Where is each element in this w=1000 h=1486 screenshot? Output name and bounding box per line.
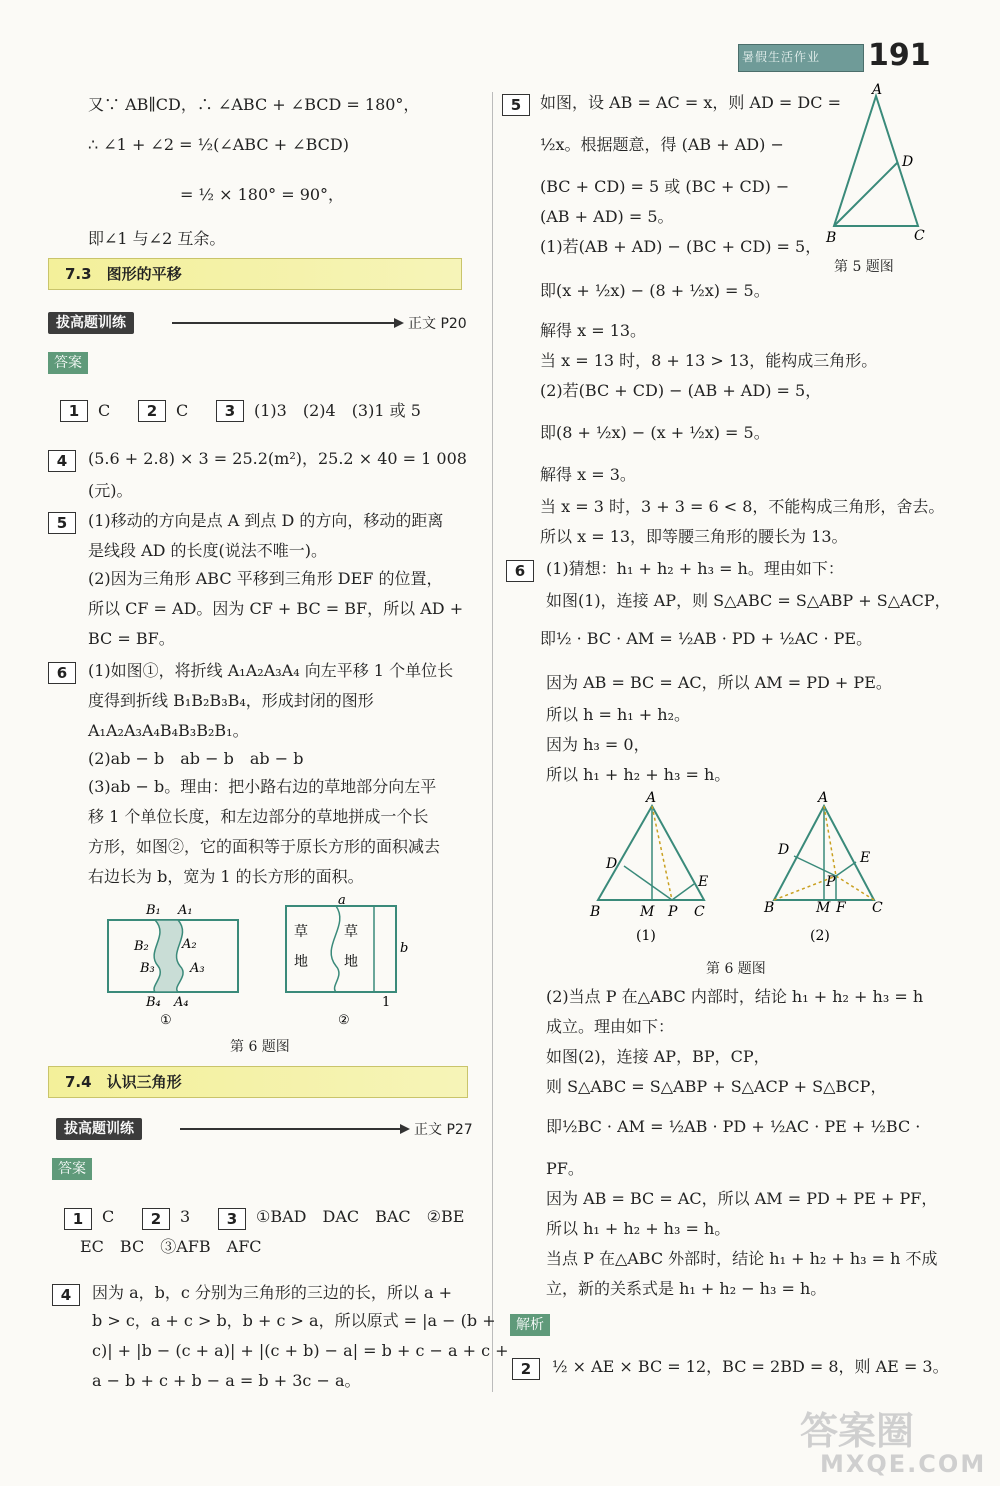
arrow-line xyxy=(172,322,394,324)
label-a: a xyxy=(338,896,346,908)
answer-line: 所以 x = 13，即等腰三角形的腰长为 13。 xyxy=(540,527,848,546)
question-number: 3 xyxy=(216,400,244,422)
answer-line: 即(8 + ½x) − (x + ½x) = 5。 xyxy=(540,423,770,442)
segment-pe-2 xyxy=(836,862,856,876)
answer-line: 即½BC · AM = ½AB · PD + ½AC · PE + ½BC · xyxy=(546,1117,921,1136)
answer-line: 当 x = 3 时，3 + 3 = 6 < 8，不能构成三角形，舍去。 xyxy=(540,497,945,516)
label-A1: A₁ xyxy=(178,903,193,918)
answer-line: 右边长为 b，宽为 1 的长方形的面积。 xyxy=(88,867,364,886)
label-grass-3: 草 xyxy=(344,924,358,940)
label-B: B xyxy=(826,230,837,246)
label-1: 1 xyxy=(382,995,391,1010)
answer-line: (1)猜想：h₁ + h₂ + h₃ = h。理由如下： xyxy=(546,559,844,578)
question-number: 6 xyxy=(506,560,534,582)
label-B: B xyxy=(590,904,601,920)
label-A: A xyxy=(646,790,657,806)
answer-line: BC = BF。 xyxy=(88,629,175,648)
practice-tag: 拔高题训练 xyxy=(48,312,134,334)
answer-line: EC BC ③AFB AFC xyxy=(80,1237,262,1256)
figure-6-right xyxy=(584,790,904,950)
figure-6-caption: 第 6 题图 xyxy=(706,961,766,977)
answer-line: 度得到折线 B₁B₂B₃B₄，形成封闭的图形 xyxy=(88,691,374,710)
question-number: 5 xyxy=(502,94,530,116)
answer-line: 因为 a，b，c 分别为三角形的三边的长，所以 a + xyxy=(92,1283,453,1302)
fig2-path xyxy=(331,906,340,992)
label-B2: B₂ xyxy=(134,939,149,954)
question-number: 1 xyxy=(60,400,88,422)
answer-line: (2)若(BC + CD) − (AB + AD) = 5， xyxy=(540,381,822,400)
answer-line: 是线段 AD 的长度(说法不唯一)。 xyxy=(88,541,328,560)
practice-tag: 拔高题训练 xyxy=(56,1118,142,1140)
fig1-path-shape xyxy=(154,920,183,992)
figure-6-left xyxy=(100,896,430,1032)
question-number: 4 xyxy=(48,450,76,472)
answer-line: ½x。根据题意，得 (AB + AD) − xyxy=(540,135,784,154)
label-M: M xyxy=(816,900,831,916)
answer-line: 所以 CF = AD。因为 CF + BC = BF，所以 AD + xyxy=(88,599,464,618)
left-line-2: ∴ ∠1 + ∠2 = ½(∠ABC + ∠BCD) xyxy=(88,135,349,154)
left-line-1: 又∵ AB∥CD，∴ ∠ABC + ∠BCD = 180°， xyxy=(88,95,420,114)
answer-line: (2)ab − b ab − b ab − b xyxy=(88,749,304,768)
watermark-url: MXQE.COM xyxy=(820,1450,987,1478)
analysis-tag: 解析 xyxy=(510,1314,550,1336)
question-number: 2 xyxy=(512,1358,540,1380)
text-reference: 正文 P20 xyxy=(408,316,467,332)
question-number: 2 xyxy=(142,1208,170,1230)
answer-line: a − b + c + b − a = b + 3c − a。 xyxy=(92,1371,361,1390)
answer-line: 因为 h₃ = 0， xyxy=(546,735,650,754)
answer-line: (AB + AD) = 5。 xyxy=(540,207,674,226)
header-label: 暑假生活作业 xyxy=(742,50,821,64)
figure-6-caption: 第 6 题图 xyxy=(230,1039,290,1055)
answer-line: 立，新的关系式是 h₁ + h₂ − h₃ = h。 xyxy=(546,1279,827,1298)
answer-line: 所以 h₁ + h₂ + h₃ = h。 xyxy=(546,765,731,784)
answer-line: 因为 AB = BC = AC，所以 AM = PD + PE + PF， xyxy=(546,1189,938,1208)
label-C: C xyxy=(694,904,705,920)
answer-line: (5.6 + 2.8) × 3 = 25.2(m²)，25.2 × 40 = 1 008 xyxy=(88,449,467,468)
answer-line: (3)ab − b。理由：把小路右边的草地部分向左平 xyxy=(88,777,437,796)
label-P: P xyxy=(668,904,678,920)
label-B1: B₁ xyxy=(146,903,161,918)
answer-value: C xyxy=(98,401,111,420)
arrow-head xyxy=(400,1124,410,1134)
label-B3: B₃ xyxy=(140,961,155,976)
answer-line: 即½ · BC · AM = ½AB · PD + ½AC · PE。 xyxy=(540,629,873,648)
label-b: b xyxy=(400,941,409,956)
answer-line: 移 1 个单位长度，和左边部分的草地拼成一个长 xyxy=(88,807,429,826)
answer-tag: 答案 xyxy=(52,1158,92,1180)
left-line-4: 即∠1 与∠2 互余。 xyxy=(88,229,226,248)
label-D: D xyxy=(606,856,618,872)
answer-line: 成立。理由如下： xyxy=(546,1017,675,1036)
text-reference: 正文 P27 xyxy=(414,1122,473,1138)
answer-value: (1)3 (2)4 (3)1 或 5 xyxy=(254,401,421,420)
label-A4: A₄ xyxy=(174,995,189,1010)
answer-line: b > c，a + c > b，b + c > a，所以原式 = |a − (b + xyxy=(92,1311,496,1330)
answer-line: (元)。 xyxy=(88,481,133,500)
answer-value: 3 xyxy=(180,1207,191,1226)
label-F: F xyxy=(836,900,846,916)
question-number: 2 xyxy=(138,400,166,422)
answer-line: 解得 x = 13。 xyxy=(540,321,647,340)
section-title-7-3: 7.3 图形的平移 xyxy=(48,258,462,290)
watermark-logo: 答案圈 xyxy=(800,1409,915,1453)
fig2-rect xyxy=(286,906,396,992)
label-D: D xyxy=(902,154,914,170)
segment-ap-1 xyxy=(652,806,672,900)
answer-line: ①BAD DAC BAC ②BE xyxy=(256,1207,465,1226)
answer-tag: 答案 xyxy=(48,352,88,374)
segment-pe-1 xyxy=(672,884,694,900)
answer-line: 所以 h₁ + h₂ + h₃ = h。 xyxy=(546,1219,731,1238)
question-number: 5 xyxy=(48,512,76,534)
page-number: 191 xyxy=(868,38,931,73)
answer-line: 当点 P 在△ABC 外部时，结论 h₁ + h₂ + h₃ = h 不成 xyxy=(546,1249,938,1268)
answer-line: c)| + |b − (c + a)| + |(c + b) − a| = b + c − a + c + xyxy=(92,1341,509,1360)
label-c1: ① xyxy=(160,1013,172,1028)
answer-line: 如图，设 AB = AC = x，则 AD = DC = xyxy=(540,93,841,112)
answer-line: 如图(1)，连接 AP，则 S△ABC = S△ABP + S△ACP， xyxy=(546,591,951,610)
question-number: 3 xyxy=(218,1208,246,1230)
label-B4: B₄ xyxy=(146,995,161,1010)
answer-line: A₁A₂A₃A₄B₄B₃B₂B₁。 xyxy=(88,721,249,740)
figure-5-caption: 第 5 题图 xyxy=(834,259,894,275)
segment-pd-2 xyxy=(794,856,836,876)
label-c2: (2) xyxy=(810,928,830,944)
answer-line: (1)移动的方向是点 A 到点 D 的方向，移动的距离 xyxy=(88,511,444,530)
label-A3: A₃ xyxy=(190,961,205,976)
arrow-line xyxy=(180,1128,400,1130)
label-A2: A₂ xyxy=(182,937,197,952)
label-A: A xyxy=(872,82,883,98)
question-number: 4 xyxy=(52,1284,80,1306)
answer-line: (2)当点 P 在△ABC 内部时，结论 h₁ + h₂ + h₃ = h xyxy=(546,987,924,1006)
answer-line: 所以 h = h₁ + h₂。 xyxy=(546,705,690,724)
label-E: E xyxy=(698,874,709,890)
label-c2: ② xyxy=(338,1013,350,1028)
column-divider xyxy=(492,92,493,1392)
label-B: B xyxy=(764,900,775,916)
answer-line: 方形，如图②，它的面积等于原长方形的面积减去 xyxy=(88,837,441,856)
answer-line: (1)若(AB + AD) − (BC + CD) = 5， xyxy=(540,237,822,256)
label-M: M xyxy=(640,904,655,920)
section-title-7-4: 7.4 认识三角形 xyxy=(48,1066,468,1098)
question-number: 6 xyxy=(48,662,76,684)
label-grass-2: 地 xyxy=(294,954,308,970)
answer-line: 解得 x = 3。 xyxy=(540,465,636,484)
answer-value: C xyxy=(176,401,189,420)
figure-5 xyxy=(820,82,930,252)
answer-line: 则 S△ABC = S△ABP + S△ACP + S△BCP， xyxy=(546,1077,887,1096)
label-C: C xyxy=(872,900,883,916)
label-A: A xyxy=(818,790,829,806)
label-P: P xyxy=(826,874,836,890)
answer-line: 当 x = 13 时，8 + 13 > 13，能构成三角形。 xyxy=(540,351,878,370)
analysis-line: ½ × AE × BC = 12，BC = 2BD = 8，则 AE = 3。 xyxy=(552,1357,949,1376)
label-grass-1: 草 xyxy=(294,924,308,940)
answer-line: (2)因为三角形 ABC 平移到三角形 DEF 的位置， xyxy=(88,569,443,588)
answer-line: (BC + CD) = 5 或 (BC + CD) − xyxy=(540,177,790,196)
left-line-3: = ½ × 180° = 90°， xyxy=(180,185,345,204)
segment-pd-1 xyxy=(624,866,672,900)
label-grass-4: 地 xyxy=(344,954,358,970)
question-number: 1 xyxy=(64,1208,92,1230)
arrow-head xyxy=(394,318,404,328)
label-c1: (1) xyxy=(636,928,656,944)
label-E: E xyxy=(860,850,871,866)
answer-line: 如图(2)，连接 AP，BP，CP， xyxy=(546,1047,770,1066)
answer-line: PF。 xyxy=(546,1159,584,1178)
answer-line: (1)如图①，将折线 A₁A₂A₃A₄ 向左平移 1 个单位长 xyxy=(88,661,454,680)
label-D: D xyxy=(778,842,790,858)
label-C: C xyxy=(914,228,925,244)
answer-line: 即(x + ½x) − (8 + ½x) = 5。 xyxy=(540,281,770,300)
answer-value: C xyxy=(102,1207,115,1226)
answer-line: 因为 AB = BC = AC，所以 AM = PD + PE。 xyxy=(546,673,892,692)
